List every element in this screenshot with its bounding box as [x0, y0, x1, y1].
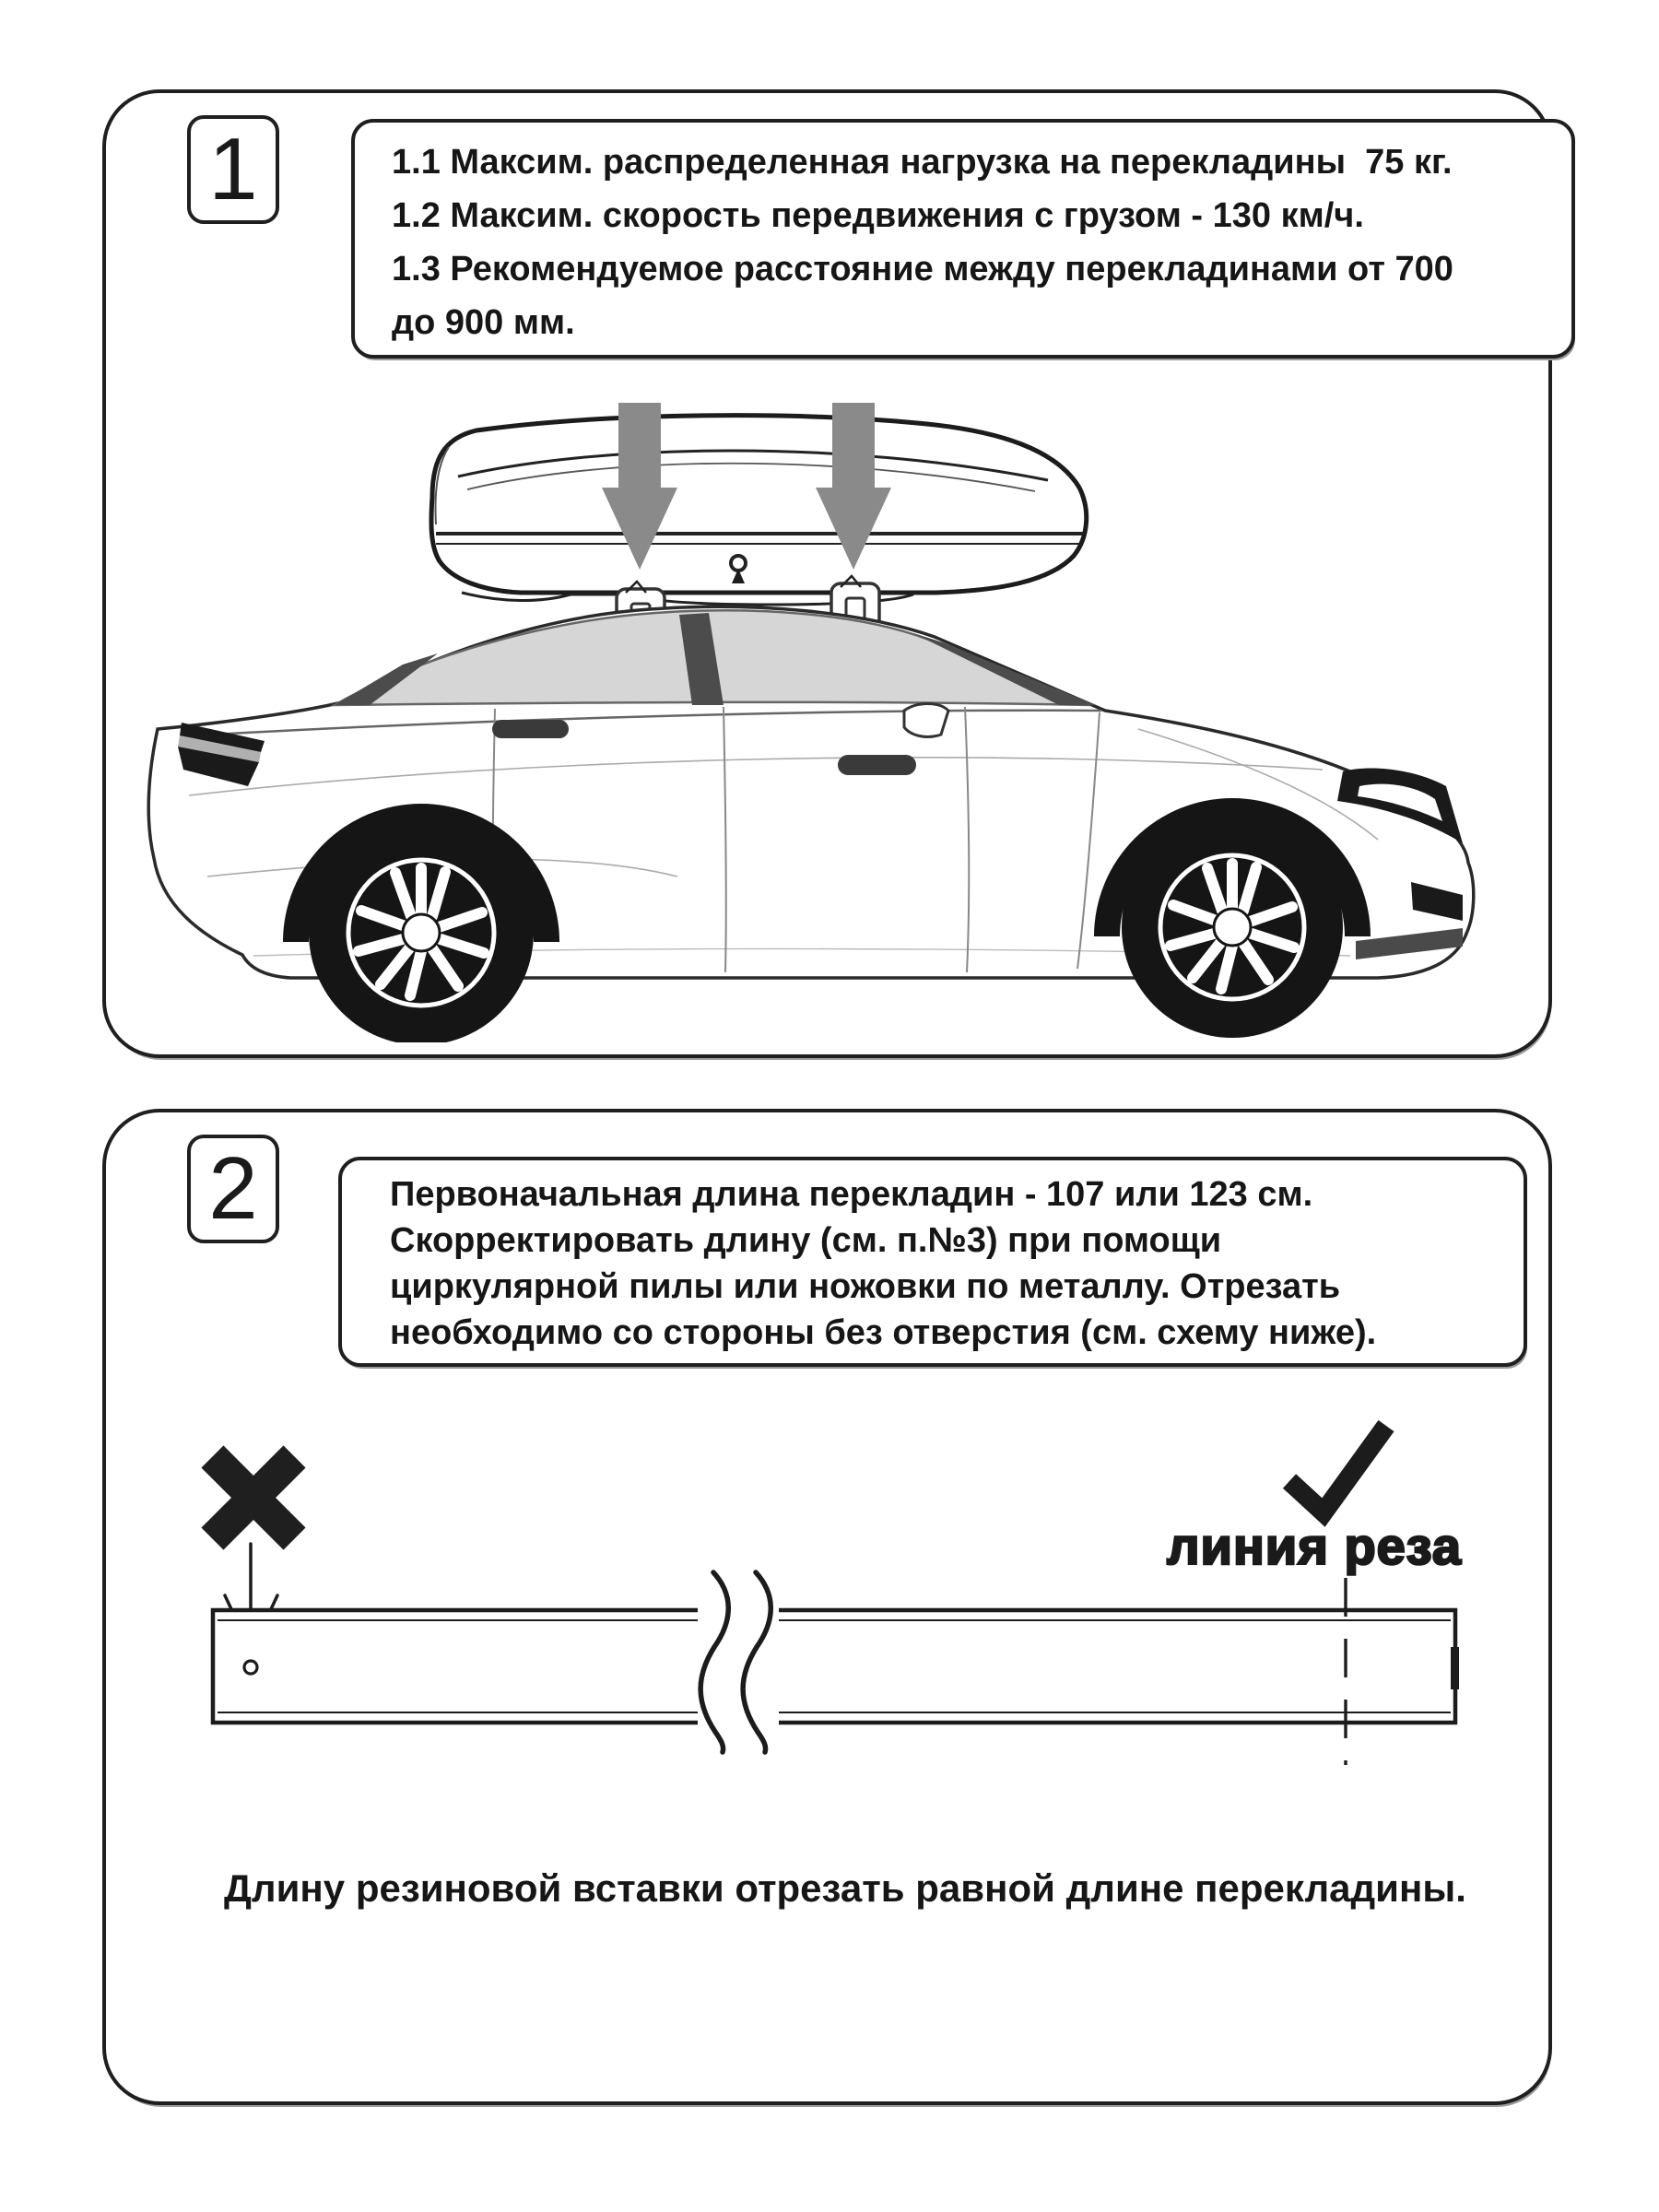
instruction-line: 1.2 Максим. скорость передвижения с грузом - 130 км/ч. — [392, 196, 1364, 235]
bar-hole — [244, 1661, 257, 1674]
panel-step-1 — [102, 89, 1552, 1058]
instruction-line: 1.1 Максим. распределенная нагрузка на перекладины 75 кг. — [392, 143, 1453, 182]
roof-box-icon — [431, 416, 1087, 605]
instruction-line: 1.3 Рекомендуемое расстояние между перекладинами от 700 — [392, 250, 1453, 288]
crossbar-profile — [213, 1610, 1459, 1723]
door-handle — [492, 720, 569, 738]
instruction-line: Скорректировать длину (см. п.№3) при помощи — [390, 1221, 1222, 1260]
step-2-number-badge: 2 — [187, 1135, 279, 1243]
checkmark-icon — [1289, 1426, 1386, 1512]
rear-wheel — [309, 820, 534, 1042]
rubber-insert-caption: Длину резиновой вставки отрезать равной длине перекладины. — [224, 1866, 1466, 1910]
front-wheel — [1122, 817, 1343, 1038]
step-1-instructions-box — [351, 119, 1575, 359]
cut-line-label: линия реза — [1166, 1517, 1463, 1575]
panel-step-2 — [102, 1109, 1552, 2105]
instruction-line: до 900 мм. — [392, 303, 575, 342]
crossbar-cut-diagram — [106, 1112, 1548, 2101]
side-mirror-icon — [904, 704, 948, 737]
x-mark-icon — [201, 1445, 305, 1549]
car-roof-box-illustration — [124, 360, 1525, 1042]
door-handle — [838, 755, 916, 775]
instruction-line: Первоначальная длина перекладин - 107 или 123 см. — [390, 1175, 1313, 1214]
instruction-line: циркулярной пилы или ножовки по металлу. Отрезать — [390, 1267, 1341, 1306]
instruction-line: необходимо со стороны без отверстия (см. схему ниже). — [390, 1313, 1377, 1352]
step-1-number-badge: 1 — [187, 115, 279, 224]
bar-end-slot — [1451, 1647, 1459, 1689]
break-symbol — [698, 1572, 779, 1752]
